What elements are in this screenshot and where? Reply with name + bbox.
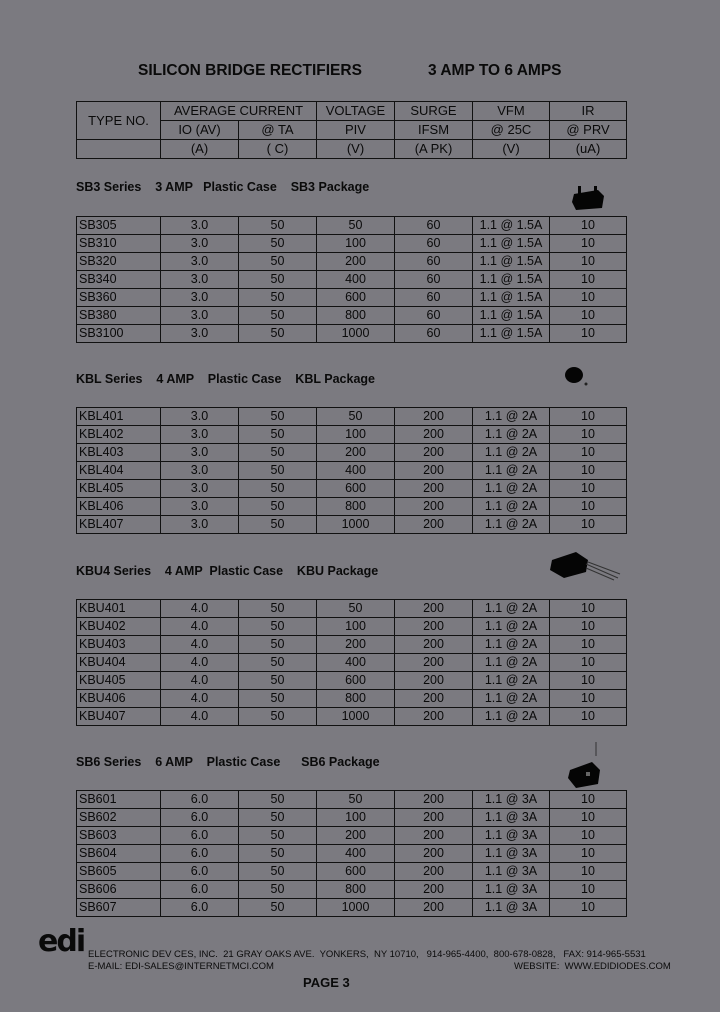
kbu-package-image <box>548 550 622 584</box>
ta-cell: 50 <box>239 408 317 426</box>
type-no-cell: SB380 <box>77 307 161 325</box>
table-row <box>77 899 627 917</box>
ifsm-cell: 60 <box>395 253 473 271</box>
header-vfm: VFM <box>473 102 550 121</box>
ta-cell: 50 <box>239 271 317 289</box>
ifsm-cell: 200 <box>395 618 473 636</box>
ir-cell: 10 <box>550 408 627 426</box>
ta-cell: 50 <box>239 217 317 235</box>
piv-cell: 200 <box>317 444 395 462</box>
ta-cell: 50 <box>239 827 317 845</box>
ir-cell: 10 <box>550 881 627 899</box>
ifsm-cell: 60 <box>395 217 473 235</box>
ta-cell: 50 <box>239 654 317 672</box>
io-cell: 4.0 <box>161 618 239 636</box>
company-email: E-MAIL: EDI-SALES@INTERNETMCI.COM <box>88 961 274 972</box>
sb6-series-table <box>76 790 627 917</box>
vfm-cell: 1.1 @ 2A <box>473 654 550 672</box>
vfm-cell: 1.1 @ 3A <box>473 809 550 827</box>
ifsm-cell: 200 <box>395 881 473 899</box>
ifsm-cell: 200 <box>395 516 473 534</box>
ir-cell: 10 <box>550 791 627 809</box>
ifsm-cell: 200 <box>395 791 473 809</box>
table-row <box>77 708 627 726</box>
header-unit-v: (V) <box>317 140 395 159</box>
ifsm-cell: 200 <box>395 600 473 618</box>
vfm-cell: 1.1 @ 1.5A <box>473 235 550 253</box>
piv-cell: 100 <box>317 235 395 253</box>
ta-cell: 50 <box>239 708 317 726</box>
vfm-cell: 1.1 @ 2A <box>473 636 550 654</box>
io-cell: 6.0 <box>161 809 239 827</box>
ta-cell: 50 <box>239 618 317 636</box>
io-cell: 3.0 <box>161 289 239 307</box>
header-at25c: @ 25C <box>473 121 550 140</box>
piv-cell: 800 <box>317 690 395 708</box>
header-ta: @ TA <box>239 121 317 140</box>
io-cell: 3.0 <box>161 307 239 325</box>
header-voltage: VOLTAGE <box>317 102 395 121</box>
table-row <box>77 654 627 672</box>
vfm-cell: 1.1 @ 3A <box>473 827 550 845</box>
io-cell: 6.0 <box>161 899 239 917</box>
vfm-cell: 1.1 @ 2A <box>473 480 550 498</box>
piv-cell: 1000 <box>317 899 395 917</box>
piv-cell: 600 <box>317 480 395 498</box>
type-no-cell: KBU406 <box>77 690 161 708</box>
table-row <box>77 462 627 480</box>
piv-cell: 100 <box>317 426 395 444</box>
ta-cell: 50 <box>239 791 317 809</box>
type-no-cell: KBL406 <box>77 498 161 516</box>
table-row <box>77 690 627 708</box>
ir-cell: 10 <box>550 516 627 534</box>
io-cell: 3.0 <box>161 498 239 516</box>
ta-cell: 50 <box>239 235 317 253</box>
header-type-no: TYPE NO. <box>77 102 161 140</box>
section-label-kbl: KBL Series 4 AMP Plastic Case KBL Package <box>76 372 375 386</box>
ir-cell: 10 <box>550 217 627 235</box>
io-cell: 4.0 <box>161 654 239 672</box>
ir-cell: 10 <box>550 235 627 253</box>
ir-cell: 10 <box>550 480 627 498</box>
ifsm-cell: 200 <box>395 654 473 672</box>
ifsm-cell: 60 <box>395 325 473 343</box>
piv-cell: 200 <box>317 636 395 654</box>
type-no-cell: SB310 <box>77 235 161 253</box>
ifsm-cell: 200 <box>395 863 473 881</box>
header-unit-c: ( C) <box>239 140 317 159</box>
ifsm-cell: 200 <box>395 672 473 690</box>
ir-cell: 10 <box>550 863 627 881</box>
type-no-cell: KBL401 <box>77 408 161 426</box>
table-row <box>77 845 627 863</box>
vfm-cell: 1.1 @ 3A <box>473 791 550 809</box>
kbl-package-image <box>560 362 594 390</box>
vfm-cell: 1.1 @ 3A <box>473 881 550 899</box>
type-no-cell: SB3100 <box>77 325 161 343</box>
ir-cell: 10 <box>550 708 627 726</box>
type-no-cell: SB605 <box>77 863 161 881</box>
header-piv: PIV <box>317 121 395 140</box>
type-no-cell: KBU403 <box>77 636 161 654</box>
table-row <box>77 863 627 881</box>
table-row <box>77 217 627 235</box>
table-row <box>77 271 627 289</box>
ir-cell: 10 <box>550 325 627 343</box>
io-cell: 3.0 <box>161 444 239 462</box>
io-cell: 3.0 <box>161 271 239 289</box>
table-row <box>77 408 627 426</box>
table-row <box>77 600 627 618</box>
section-label-sb3: SB3 Series 3 AMP Plastic Case SB3 Package <box>76 180 370 194</box>
type-no-cell: SB603 <box>77 827 161 845</box>
vfm-cell: 1.1 @ 2A <box>473 462 550 480</box>
piv-cell: 1000 <box>317 516 395 534</box>
io-cell: 6.0 <box>161 863 239 881</box>
piv-cell: 400 <box>317 845 395 863</box>
ir-cell: 10 <box>550 827 627 845</box>
ir-cell: 10 <box>550 654 627 672</box>
io-cell: 3.0 <box>161 462 239 480</box>
section-label-kbu4: KBU4 Series 4 AMP Plastic Case KBU Package <box>76 564 379 578</box>
table-row <box>77 325 627 343</box>
header-blank <box>77 140 161 159</box>
io-cell: 3.0 <box>161 516 239 534</box>
io-cell: 6.0 <box>161 827 239 845</box>
vfm-cell: 1.1 @ 3A <box>473 899 550 917</box>
type-no-cell: SB305 <box>77 217 161 235</box>
header-unit-v2: (V) <box>473 140 550 159</box>
type-no-cell: SB320 <box>77 253 161 271</box>
io-cell: 6.0 <box>161 845 239 863</box>
vfm-cell: 1.1 @ 2A <box>473 600 550 618</box>
ir-cell: 10 <box>550 271 627 289</box>
sb3-series-table <box>76 216 627 343</box>
header-io: IO (AV) <box>161 121 239 140</box>
type-no-cell: SB604 <box>77 845 161 863</box>
ta-cell: 50 <box>239 426 317 444</box>
header-unit-a: (A) <box>161 140 239 159</box>
ta-cell: 50 <box>239 809 317 827</box>
type-no-cell: SB606 <box>77 881 161 899</box>
table-row <box>77 307 627 325</box>
vfm-cell: 1.1 @ 1.5A <box>473 217 550 235</box>
vfm-cell: 1.1 @ 2A <box>473 426 550 444</box>
ir-cell: 10 <box>550 307 627 325</box>
ta-cell: 50 <box>239 881 317 899</box>
ifsm-cell: 200 <box>395 408 473 426</box>
piv-cell: 1000 <box>317 708 395 726</box>
ifsm-cell: 200 <box>395 480 473 498</box>
io-cell: 3.0 <box>161 426 239 444</box>
vfm-cell: 1.1 @ 2A <box>473 498 550 516</box>
io-cell: 4.0 <box>161 636 239 654</box>
ta-cell: 50 <box>239 462 317 480</box>
ifsm-cell: 200 <box>395 827 473 845</box>
ta-cell: 50 <box>239 480 317 498</box>
io-cell: 3.0 <box>161 325 239 343</box>
table-row <box>77 636 627 654</box>
vfm-cell: 1.1 @ 1.5A <box>473 325 550 343</box>
piv-cell: 200 <box>317 253 395 271</box>
ifsm-cell: 200 <box>395 708 473 726</box>
vfm-cell: 1.1 @ 2A <box>473 444 550 462</box>
ta-cell: 50 <box>239 600 317 618</box>
io-cell: 3.0 <box>161 480 239 498</box>
ifsm-cell: 200 <box>395 498 473 516</box>
ir-cell: 10 <box>550 845 627 863</box>
vfm-cell: 1.1 @ 2A <box>473 708 550 726</box>
table-row <box>77 791 627 809</box>
ir-cell: 10 <box>550 809 627 827</box>
kbl-series-table <box>76 407 627 534</box>
vfm-cell: 1.1 @ 1.5A <box>473 289 550 307</box>
type-no-cell: KBL402 <box>77 426 161 444</box>
type-no-cell: KBL403 <box>77 444 161 462</box>
ta-cell: 50 <box>239 498 317 516</box>
table-row <box>77 444 627 462</box>
io-cell: 3.0 <box>161 253 239 271</box>
document-title: SILICON BRIDGE RECTIFIERS <box>138 62 362 79</box>
table-row <box>77 827 627 845</box>
ifsm-cell: 200 <box>395 690 473 708</box>
io-cell: 3.0 <box>161 217 239 235</box>
ifsm-cell: 60 <box>395 271 473 289</box>
vfm-cell: 1.1 @ 2A <box>473 690 550 708</box>
piv-cell: 400 <box>317 271 395 289</box>
ifsm-cell: 200 <box>395 899 473 917</box>
io-cell: 3.0 <box>161 235 239 253</box>
table-row <box>77 235 627 253</box>
vfm-cell: 1.1 @ 2A <box>473 672 550 690</box>
ir-cell: 10 <box>550 899 627 917</box>
piv-cell: 50 <box>317 408 395 426</box>
table-row <box>77 809 627 827</box>
ir-cell: 10 <box>550 618 627 636</box>
vfm-cell: 1.1 @ 3A <box>473 863 550 881</box>
piv-cell: 800 <box>317 881 395 899</box>
header-unit-ua: (uA) <box>550 140 627 159</box>
piv-cell: 100 <box>317 809 395 827</box>
ifsm-cell: 60 <box>395 307 473 325</box>
io-cell: 4.0 <box>161 600 239 618</box>
table-row <box>77 672 627 690</box>
type-no-cell: KBU402 <box>77 618 161 636</box>
type-no-cell: KBU405 <box>77 672 161 690</box>
io-cell: 4.0 <box>161 672 239 690</box>
ir-cell: 10 <box>550 253 627 271</box>
ir-cell: 10 <box>550 690 627 708</box>
ta-cell: 50 <box>239 690 317 708</box>
edi-logo <box>38 924 84 959</box>
piv-cell: 800 <box>317 307 395 325</box>
io-cell: 3.0 <box>161 408 239 426</box>
type-no-cell: SB340 <box>77 271 161 289</box>
header-ir: IR <box>550 102 627 121</box>
piv-cell: 600 <box>317 289 395 307</box>
ir-cell: 10 <box>550 426 627 444</box>
ir-cell: 10 <box>550 672 627 690</box>
ta-cell: 50 <box>239 516 317 534</box>
type-no-cell: KBU401 <box>77 600 161 618</box>
ta-cell: 50 <box>239 253 317 271</box>
ir-cell: 10 <box>550 636 627 654</box>
ifsm-cell: 200 <box>395 426 473 444</box>
vfm-cell: 1.1 @ 2A <box>473 516 550 534</box>
vfm-cell: 1.1 @ 1.5A <box>473 271 550 289</box>
vfm-cell: 1.1 @ 3A <box>473 845 550 863</box>
ir-cell: 10 <box>550 289 627 307</box>
table-row <box>77 498 627 516</box>
piv-cell: 100 <box>317 618 395 636</box>
header-ifsm: IFSM <box>395 121 473 140</box>
header-unit-apk: (A PK) <box>395 140 473 159</box>
type-no-cell: KBL404 <box>77 462 161 480</box>
ta-cell: 50 <box>239 444 317 462</box>
type-no-cell: SB602 <box>77 809 161 827</box>
vfm-cell: 1.1 @ 1.5A <box>473 307 550 325</box>
piv-cell: 200 <box>317 827 395 845</box>
piv-cell: 600 <box>317 672 395 690</box>
edi-logo-text: edi <box>38 924 85 959</box>
ir-cell: 10 <box>550 444 627 462</box>
table-row <box>77 516 627 534</box>
ifsm-cell: 200 <box>395 444 473 462</box>
ifsm-cell: 60 <box>395 289 473 307</box>
ta-cell: 50 <box>239 307 317 325</box>
vfm-cell: 1.1 @ 2A <box>473 408 550 426</box>
sb3-package-image <box>568 186 608 214</box>
piv-cell: 50 <box>317 791 395 809</box>
table-row <box>77 618 627 636</box>
table-row <box>77 289 627 307</box>
kbu4-series-table <box>76 599 627 726</box>
table-row <box>77 480 627 498</box>
piv-cell: 1000 <box>317 325 395 343</box>
ir-cell: 10 <box>550 462 627 480</box>
ta-cell: 50 <box>239 845 317 863</box>
ta-cell: 50 <box>239 899 317 917</box>
io-cell: 4.0 <box>161 690 239 708</box>
table-row <box>77 253 627 271</box>
type-no-cell: KBL405 <box>77 480 161 498</box>
type-no-cell: KBU407 <box>77 708 161 726</box>
io-cell: 4.0 <box>161 708 239 726</box>
piv-cell: 400 <box>317 462 395 480</box>
header-average-current: AVERAGE CURRENT <box>161 102 317 121</box>
ta-cell: 50 <box>239 636 317 654</box>
ifsm-cell: 200 <box>395 809 473 827</box>
sb6-package-image <box>566 742 606 790</box>
ifsm-cell: 60 <box>395 235 473 253</box>
spec-header-table <box>76 101 627 159</box>
vfm-cell: 1.1 @ 1.5A <box>473 253 550 271</box>
vfm-cell: 1.1 @ 2A <box>473 618 550 636</box>
piv-cell: 50 <box>317 600 395 618</box>
type-no-cell: SB360 <box>77 289 161 307</box>
ir-cell: 10 <box>550 498 627 516</box>
type-no-cell: SB601 <box>77 791 161 809</box>
company-address: ELECTRONIC DEV CES, INC. 21 GRAY OAKS AVE. YONKERS, NY 10710, 914-965-4400, 800-678-0828, FAX: 914-965-5531 <box>88 949 646 960</box>
ta-cell: 50 <box>239 289 317 307</box>
header-atprv: @ PRV <box>550 121 627 140</box>
company-website: WEBSITE: WWW.EDIDIODES.COM <box>514 961 671 972</box>
ir-cell: 10 <box>550 600 627 618</box>
header-surge: SURGE <box>395 102 473 121</box>
table-row <box>77 426 627 444</box>
piv-cell: 600 <box>317 863 395 881</box>
ta-cell: 50 <box>239 863 317 881</box>
piv-cell: 50 <box>317 217 395 235</box>
ifsm-cell: 200 <box>395 462 473 480</box>
ta-cell: 50 <box>239 325 317 343</box>
io-cell: 6.0 <box>161 791 239 809</box>
document-subtitle: 3 AMP TO 6 AMPS <box>428 62 562 79</box>
type-no-cell: KBU404 <box>77 654 161 672</box>
type-no-cell: SB607 <box>77 899 161 917</box>
ifsm-cell: 200 <box>395 636 473 654</box>
io-cell: 6.0 <box>161 881 239 899</box>
ta-cell: 50 <box>239 672 317 690</box>
section-label-sb6: SB6 Series 6 AMP Plastic Case SB6 Package <box>76 755 380 769</box>
piv-cell: 400 <box>317 654 395 672</box>
piv-cell: 800 <box>317 498 395 516</box>
table-row <box>77 881 627 899</box>
type-no-cell: KBL407 <box>77 516 161 534</box>
ifsm-cell: 200 <box>395 845 473 863</box>
page-number: PAGE 3 <box>303 975 350 990</box>
